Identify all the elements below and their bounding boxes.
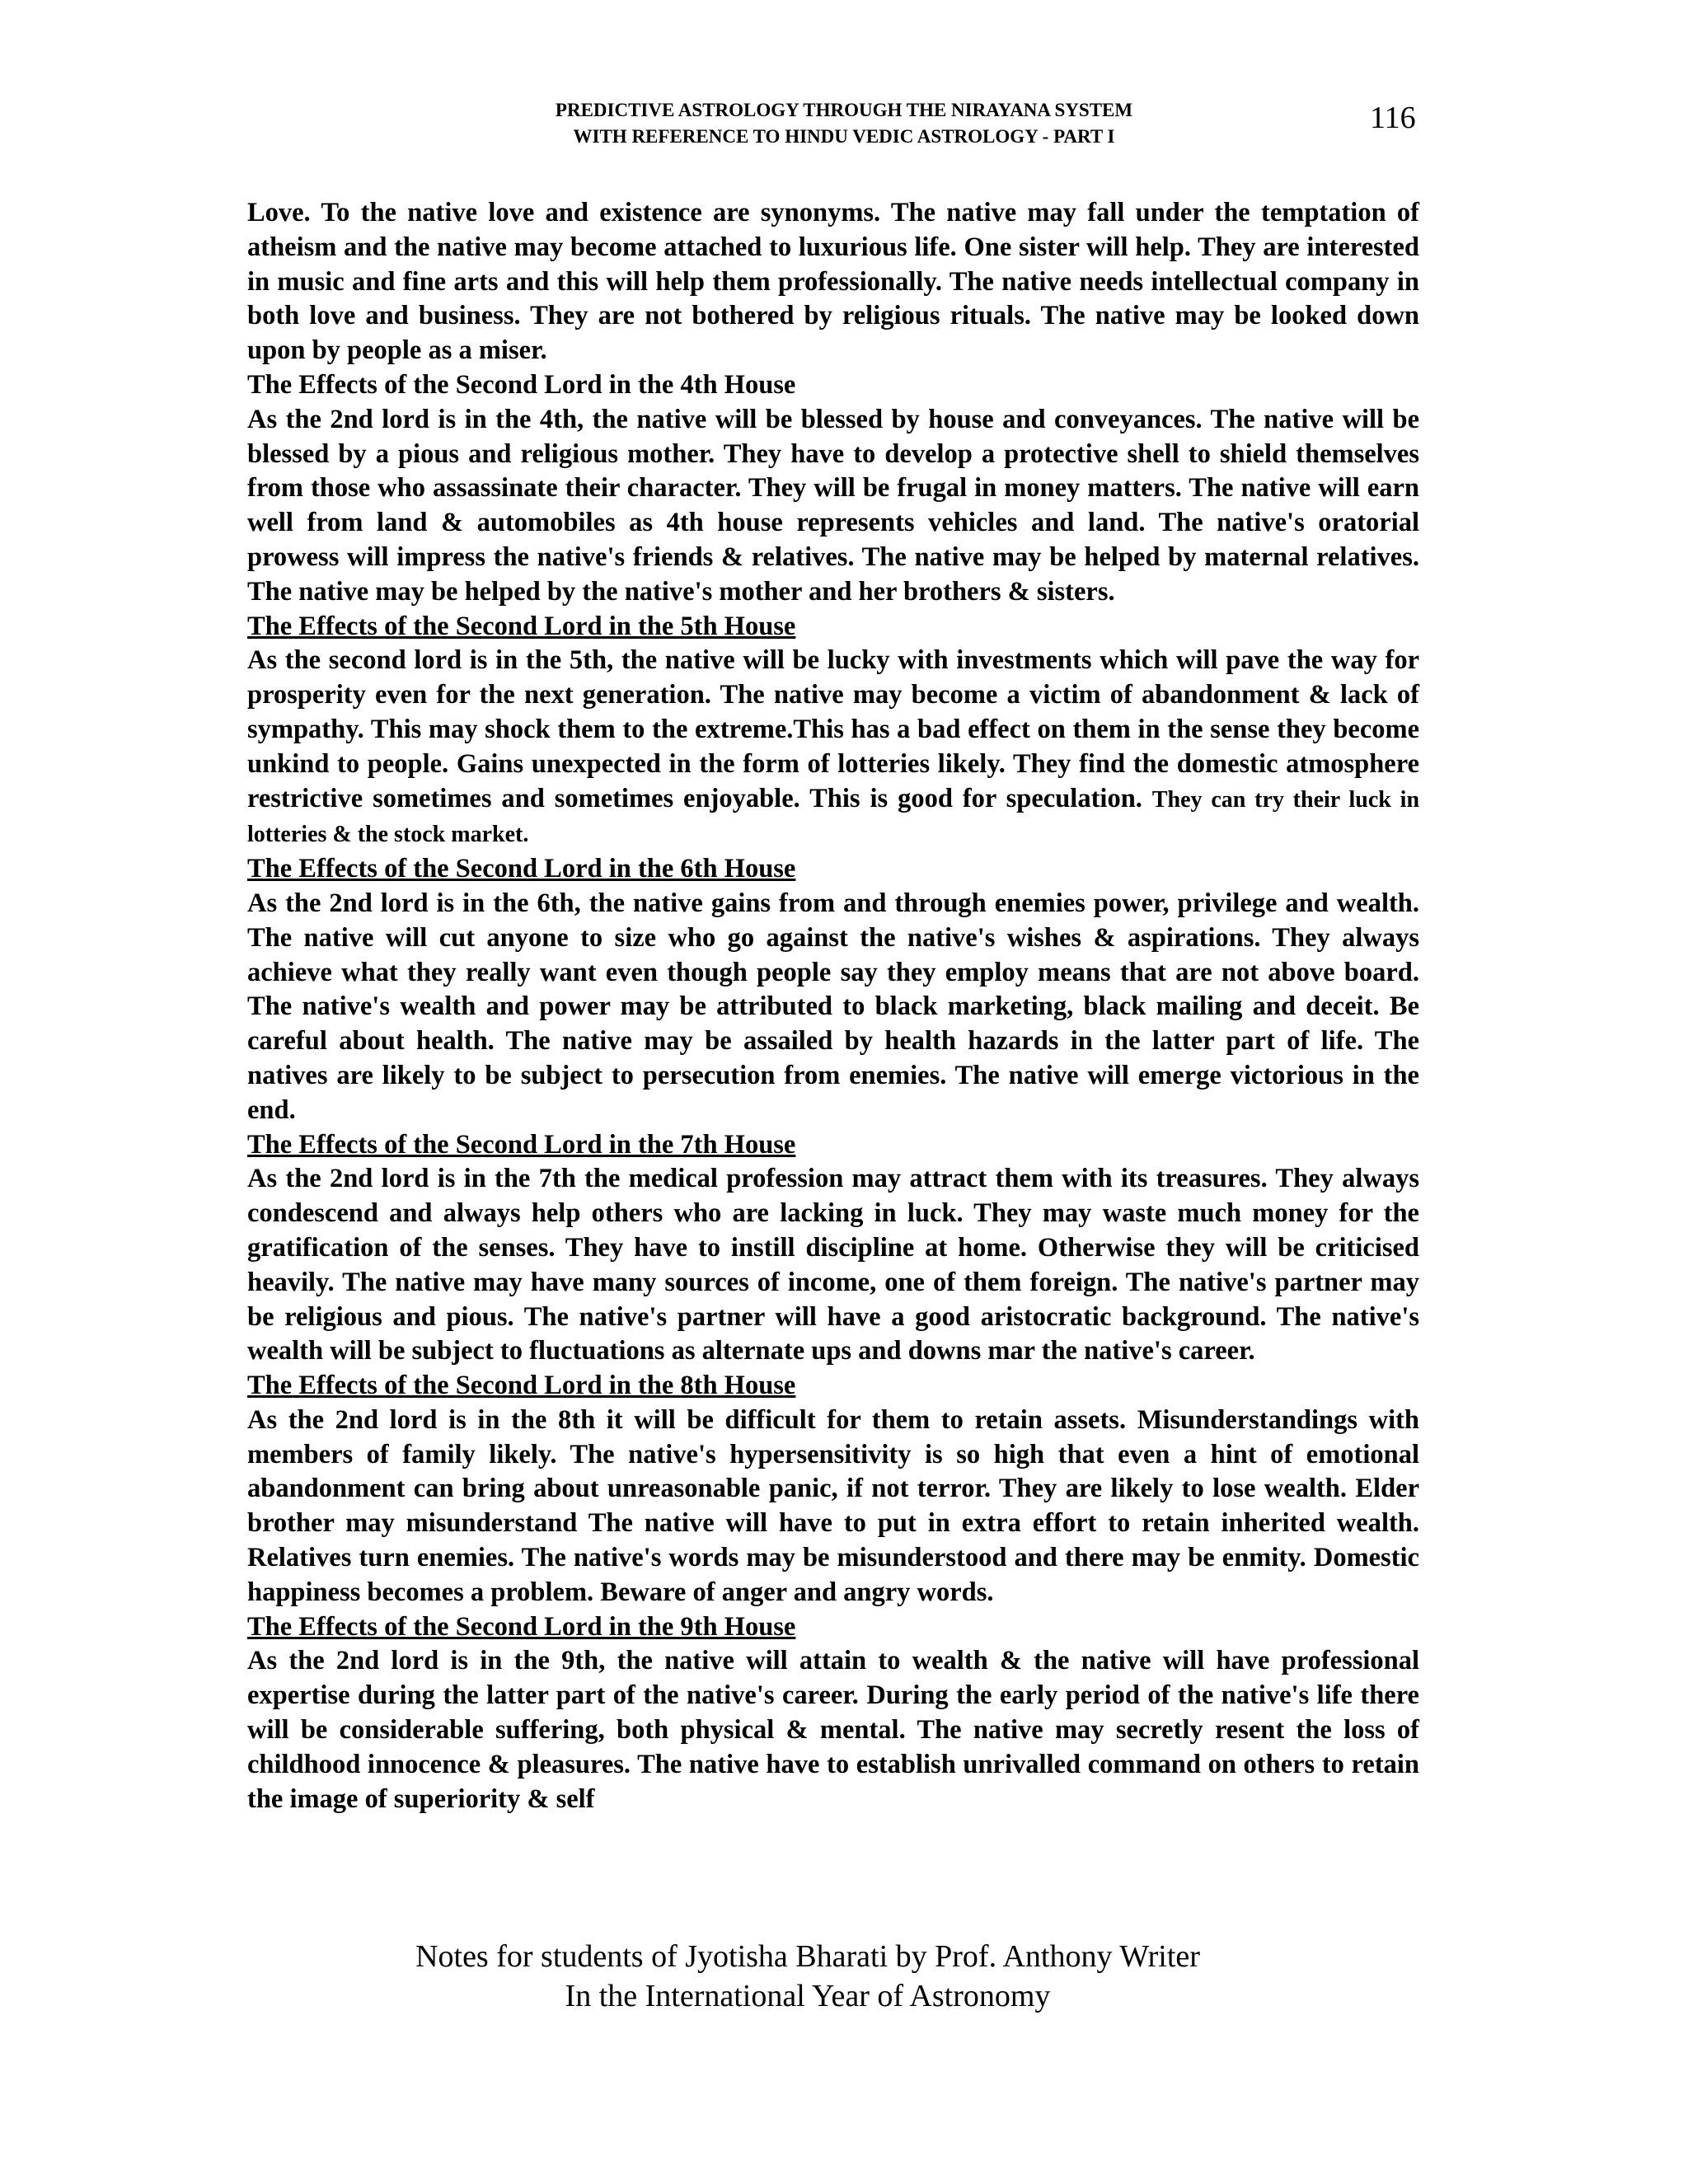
section-body-5th-house-note: They can try their luck in lotteries & the stock market. <box>247 786 1420 848</box>
section-body-6th-house: As the 2nd lord is in the 6th, the native gains from and through enemies power, privilege and wealth. The native will cut anyone to size who go against the native's wishes & aspirations. They always achieve what they really want even though people say they employ means that are not above board. The native's wealth and power may be attributed to black marketing, black mailing and deceit. Be careful about health. The native may be assailed by health hazards in the latter part of life. The natives are likely to be subject to persecution from enemies. The native will emerge victorious in the end. <box>247 888 1419 1125</box>
section-heading-6th-house: The Effects of the Second Lord in the 6th House <box>247 854 796 884</box>
section-body-5th-house <box>247 644 1419 852</box>
page-header <box>0 97 1688 150</box>
footer-line-2: In the International Year of Astronomy <box>565 1979 1051 2013</box>
footer-line-1: Notes for students of Jyotisha Bharati by Prof. Anthony Writer <box>415 1939 1200 1974</box>
section-body-9th-house: As the 2nd lord is in the 9th, the native will attain to wealth & the native will have professional expertise during the latter part of the native's career. During the early period of the native's life there will be considerable suffering, both physical & mental. The native may secretly resent the loss of childhood innocence & pleasures. The native have to establish unrivalled command on others to retain the image of superiority & self <box>247 1646 1419 1814</box>
section-body-4th-house: As the 2nd lord is in the 4th, the native will be blessed by house and conveyances. The native will be blessed by a pious and religious mother. They have to develop a protective shell to shield themselves from those who assassinate their character. They will be frugal in money matters. The native will earn well from land & automobiles as 4th house represents vehicles and land. The native's oratorial prowess will impress the native's friends & relatives. The native may be helped by maternal relatives. The native may be helped by the native's mother and her brothers & sisters. <box>247 404 1419 607</box>
section-heading-4th-house: The Effects of the Second Lord in the 4th House <box>247 369 796 400</box>
section-body-8th-house: As the 2nd lord is in the 8th it will be difficult for them to retain assets. Misunderstandings with members of family likely. The native's hypersensitivity is so high that even a hint of emotional abandonment can bring about unreasonable panic, if not terror. They are likely to lose wealth. Elder brother may misunderstand The native will have to put in extra effort to retain inherited wealth. Relatives turn enemies. The native's words may be misunderstood and there may be enmity. Domestic happiness becomes a problem. Beware of anger and angry words. <box>247 1404 1419 1607</box>
section-heading-7th-house: The Effects of the Second Lord in the 7th House <box>247 1129 796 1160</box>
header-title-line-2: WITH REFERENCE TO HINDU VEDIC ASTROLOGY - PART I <box>573 126 1115 147</box>
intro-paragraph: Love. To the native love and existence are synonyms. The native may fall under the temptation of atheism and the native may become attached to luxurious life. One sister will help. They are interested in music and fine arts and this will help them professionally. The native needs intellectual company in both love and business. They are not bothered by religious rituals. The native may be looked down upon by people as a miser. <box>247 198 1419 366</box>
page-footer <box>0 1937 1615 2016</box>
page-body <box>247 196 1419 1816</box>
section-body-7th-house: As the 2nd lord is in the 7th the medical profession may attract them with its treasures. They always condescend and always help others who are lacking in luck. They may waste much money for the gratification of the senses. They have to instill discipline at home. Otherwise they will be criticised heavily. The native may have many sources of income, one of them foreign. The native's partner may be religious and pious. The native's partner will have a good aristocratic background. The native's wealth will be subject to fluctuations as alternate ups and downs mar the native's career. <box>247 1164 1419 1366</box>
section-heading-8th-house: The Effects of the Second Lord in the 8th House <box>247 1371 796 1401</box>
header-title-line-1: PREDICTIVE ASTROLOGY THROUGH THE NIRAYANA SYSTEM <box>555 100 1133 120</box>
section-body-5th-house-main: As the second lord is in the 5th, the native will be lucky with investments which will pave the way for prosperity even for the next generation. The native may become a victim of abandonment & lack of sympathy. This may shock them to the extreme.This has a bad effect on them in the sense they become unkind to people. Gains unexpected in the form of lotteries likely. They find the domestic atmosphere restrictive sometimes and sometimes enjoyable. This is good for speculation. <box>247 645 1419 813</box>
section-heading-5th-house: The Effects of the Second Lord in the 5th House <box>247 611 796 641</box>
section-heading-9th-house: The Effects of the Second Lord in the 9th House <box>247 1611 796 1642</box>
page-number: 116 <box>1370 101 1416 135</box>
